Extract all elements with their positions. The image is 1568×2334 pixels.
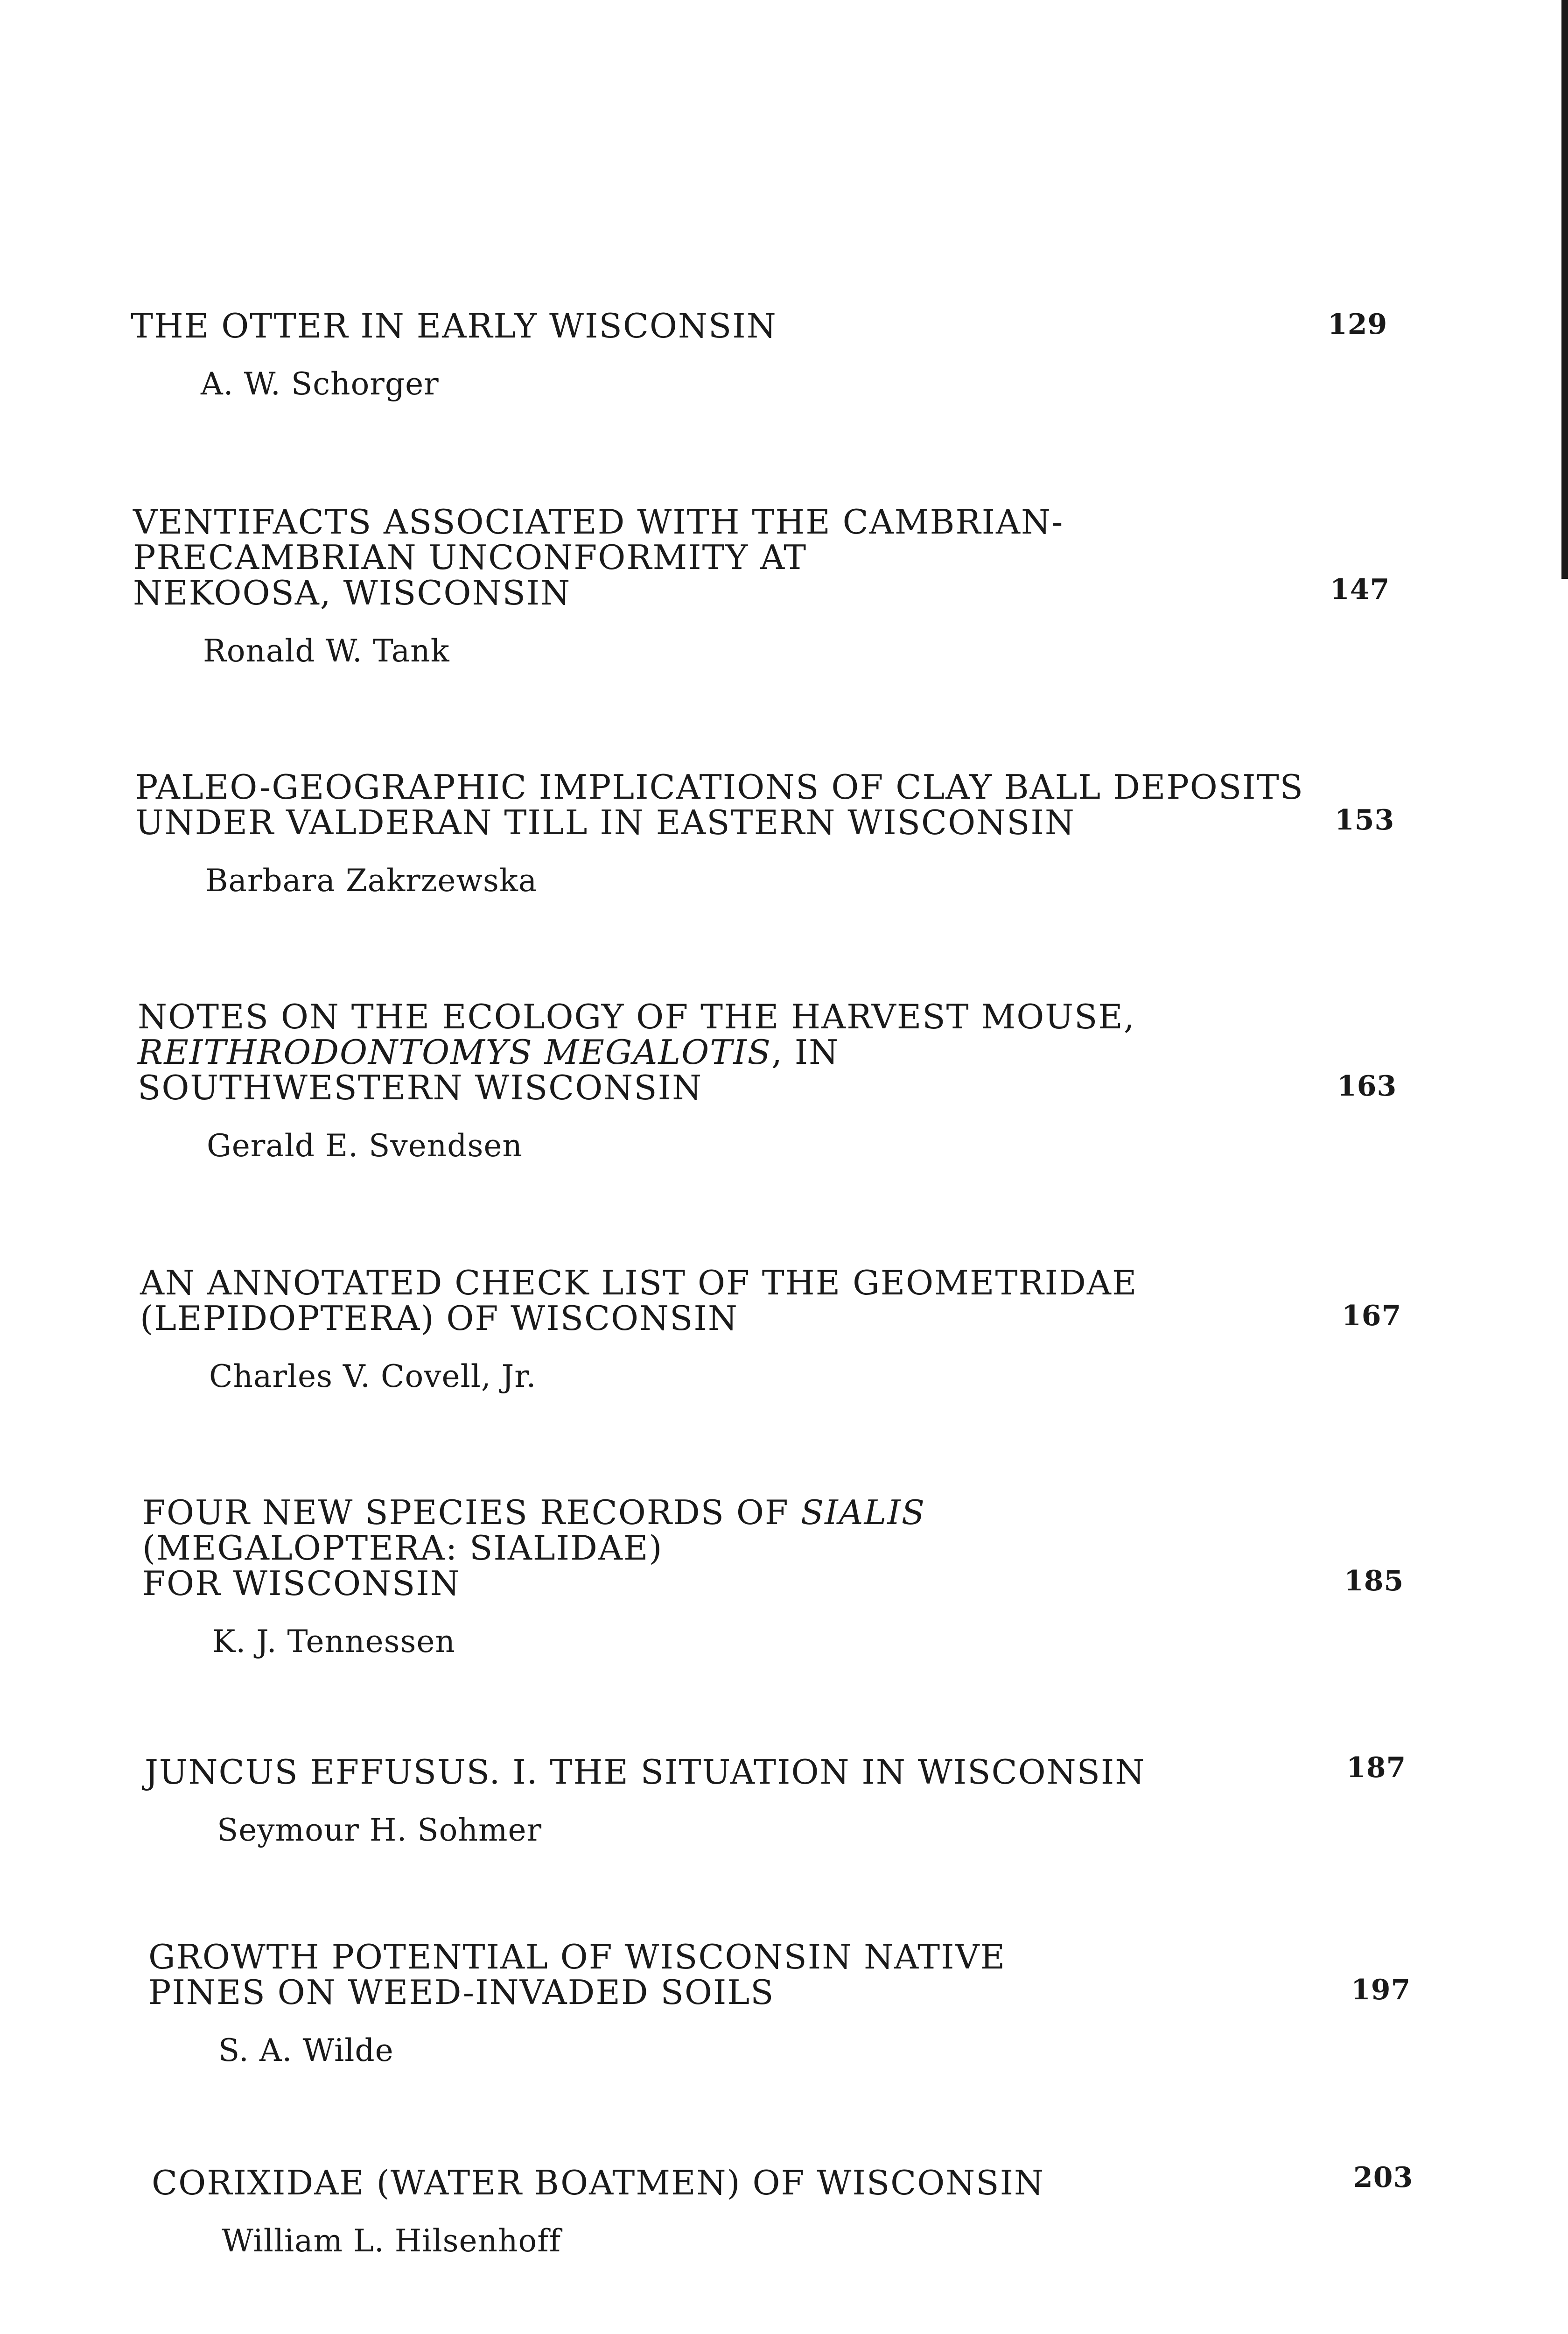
toc-entry xyxy=(131,308,1400,401)
entry-author: Gerald E. Svendsen xyxy=(207,1128,523,1164)
title-line: UNDER VALDERAN TILL IN EASTERN WISCONSIN xyxy=(135,803,1075,842)
title-line: PALEO-GEOGRAPHIC IMPLICATIONS OF CLAY BALL DEPOSITS xyxy=(135,767,1304,807)
entry-title xyxy=(131,308,1400,344)
title-line xyxy=(142,1495,1412,1530)
title-line: JUNCUS EFFUSUS. I. THE SITUATION IN WISCONSIN xyxy=(145,1752,1146,1792)
entry-page-number: 163 xyxy=(1337,1070,1397,1103)
title-line: (LEPIDOPTERA) OF WISCONSIN xyxy=(140,1299,738,1338)
title-line: THE OTTER IN EARLY WISCONSIN xyxy=(131,306,777,345)
title-line: GROWTH POTENTIAL OF WISCONSIN NATIVE xyxy=(148,1937,1006,1976)
entry-author: Barbara Zakrzewska xyxy=(205,863,538,899)
entry-title xyxy=(142,1495,1412,1601)
toc-entry xyxy=(145,1754,1414,1847)
entry-title xyxy=(140,1265,1409,1336)
species-name: REITHRODONTOMYS MEGALOTIS xyxy=(138,1033,771,1072)
title-line: SOUTHWESTERN WISCONSIN xyxy=(138,1068,703,1107)
toc-entry xyxy=(133,504,1402,668)
toc-entry xyxy=(138,999,1407,1162)
toc-entry xyxy=(135,769,1405,897)
title-line: AN ANNOTATED CHECK LIST OF THE GEOMETRIDAE xyxy=(140,1263,1138,1302)
entry-title xyxy=(138,999,1407,1105)
scan-edge-shadow xyxy=(1561,0,1568,579)
entry-author: Ronald W. Tank xyxy=(203,633,450,669)
title-line: FOR WISCONSIN xyxy=(142,1564,461,1603)
title-line xyxy=(138,1034,1407,1070)
entry-author: William L. Hilsenhoff xyxy=(222,2223,561,2259)
entry-author: K. J. Tennessen xyxy=(212,1624,455,1659)
entry-page-number: 153 xyxy=(1335,804,1395,837)
entry-page-number: 197 xyxy=(1351,1974,1411,2006)
entry-title xyxy=(145,1754,1414,1790)
title-fragment: , IN xyxy=(771,1033,840,1072)
title-line: PINES ON WEED-INVADED SOILS xyxy=(148,1973,775,2012)
entry-author: Charles V. Covell, Jr. xyxy=(209,1358,537,1394)
title-line: VENTIFACTS ASSOCIATED WITH THE CAMBRIAN- xyxy=(133,502,1064,541)
title-line: CORIXIDAE (WATER BOATMEN) OF WISCONSIN xyxy=(152,2163,1045,2202)
toc-entry xyxy=(152,2165,1421,2257)
genus-name: SIALIS xyxy=(800,1493,926,1532)
entry-author: A. W. Schorger xyxy=(201,366,439,402)
title-line: NOTES ON THE ECOLOGY OF THE HARVEST MOUSE, xyxy=(138,997,1135,1036)
toc-entry xyxy=(148,1939,1418,2067)
entry-page-number: 187 xyxy=(1346,1751,1407,1784)
toc-entry xyxy=(140,1265,1409,1393)
entry-title xyxy=(135,769,1405,840)
entry-page-number: 167 xyxy=(1342,1300,1402,1332)
entry-author: Seymour H. Sohmer xyxy=(217,1812,542,1848)
entry-title xyxy=(152,2165,1421,2200)
entry-page-number: 147 xyxy=(1330,573,1390,606)
toc-entry xyxy=(142,1495,1412,1658)
entry-title xyxy=(133,504,1402,611)
title-line: (MEGALOPTERA: SIALIDAE) xyxy=(142,1528,663,1568)
entry-page-number: 185 xyxy=(1344,1565,1404,1597)
title-line: NEKOOSA, WISCONSIN xyxy=(133,573,571,612)
entry-title xyxy=(148,1939,1418,2010)
entry-page-number: 129 xyxy=(1328,308,1388,341)
title-line: PRECAMBRIAN UNCONFORMITY AT xyxy=(133,538,807,577)
entry-author: S. A. Wilde xyxy=(218,2032,394,2068)
title-fragment: FOUR NEW SPECIES RECORDS OF xyxy=(142,1493,801,1532)
entry-page-number: 203 xyxy=(1353,2161,1414,2194)
